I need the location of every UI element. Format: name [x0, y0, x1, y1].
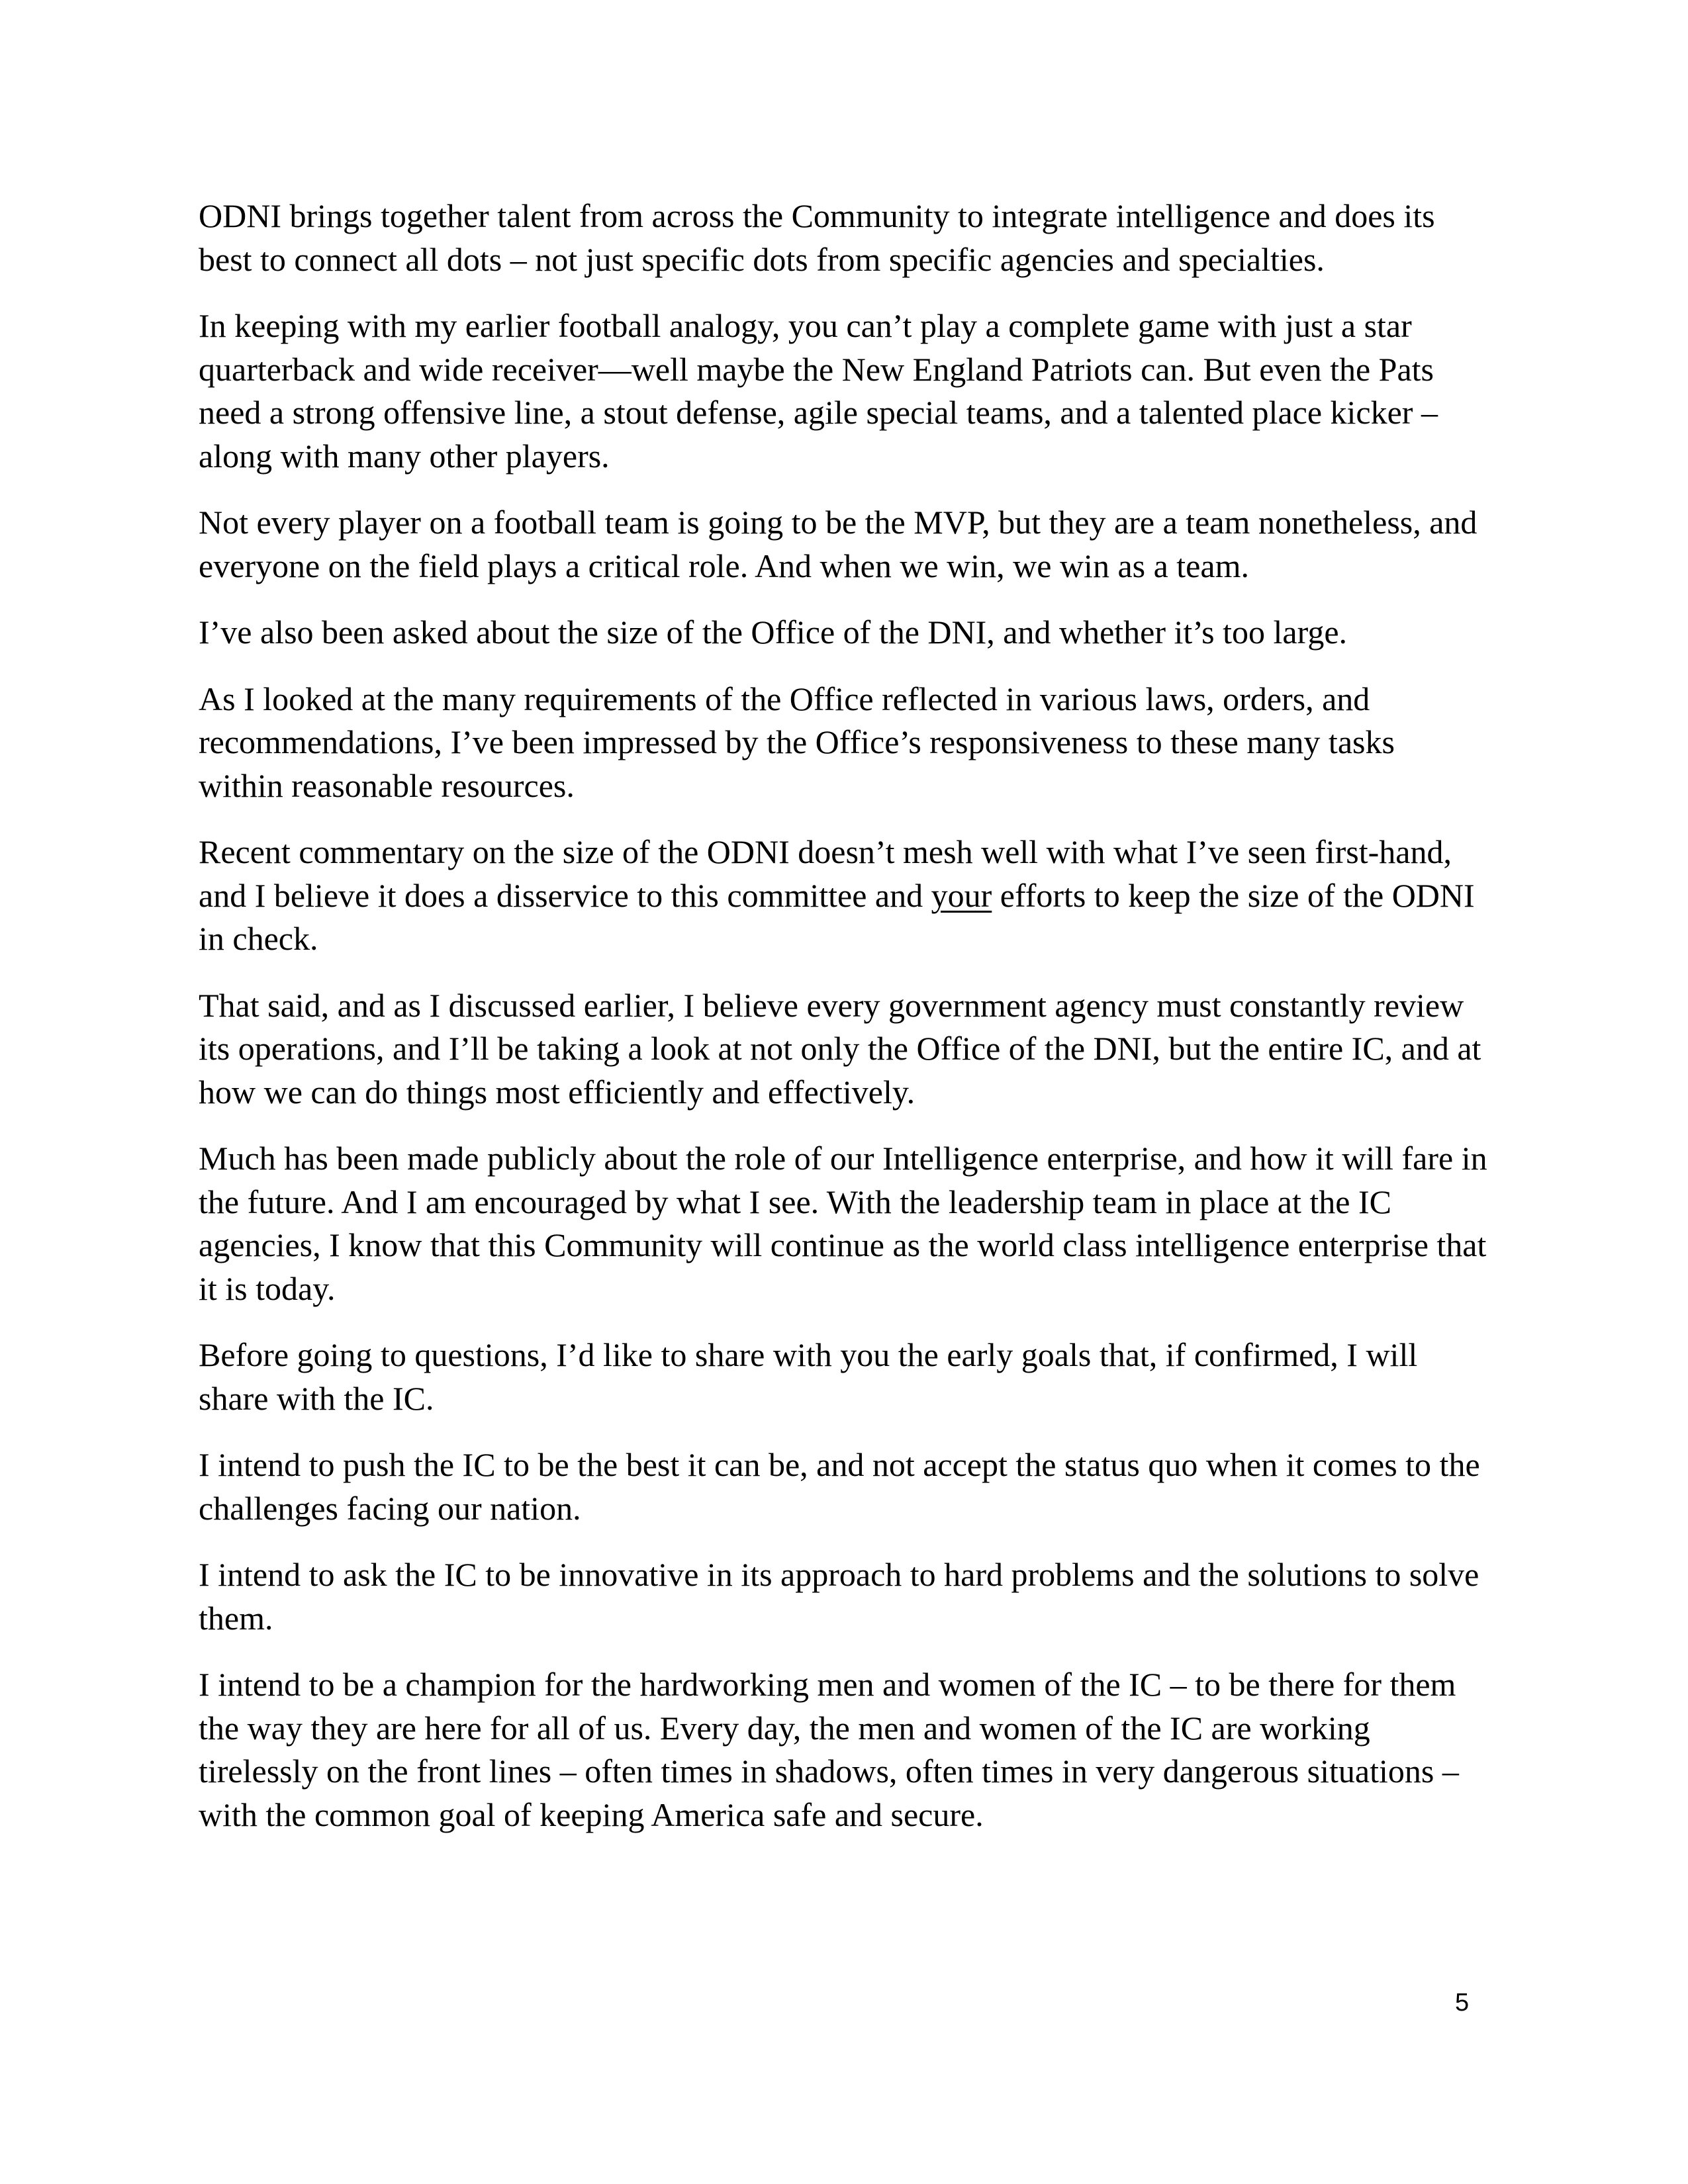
- text-line: the way they are here for all of us. Every day, the men and women of the IC are working: [199, 1709, 1370, 1747]
- text-line: it is today.: [199, 1269, 336, 1307]
- text-line: its operations, and I’ll be taking a look at not only the Office of the DNI, but the entire IC, and at: [199, 1030, 1481, 1067]
- text-line: [199, 874, 1483, 918]
- text-line: share with the IC.: [199, 1379, 434, 1417]
- page-number: 5: [1455, 1989, 1470, 2017]
- text-line: Much has been made publicly about the role of our Intelligence enterprise, and how it will fare in: [199, 1140, 1487, 1177]
- paragraph-7: [199, 984, 1483, 1115]
- text-line: I’ve also been asked about the size of the Office of the DNI, and whether it’s too large.: [199, 614, 1348, 651]
- text-line: everyone on the field plays a critical role. And when we win, we win as a team.: [199, 547, 1249, 584]
- text-segment: and I believe it does a disservice to this committee and: [199, 876, 931, 914]
- text-line: along with many other players.: [199, 437, 610, 475]
- text-line: ODNI brings together talent from across the Community to integrate intelligence and does its: [199, 197, 1435, 234]
- underlined-word: your: [931, 876, 992, 914]
- paragraph-10: [199, 1443, 1483, 1530]
- text-line: Recent commentary on the size of the ODNI doesn’t mesh well with what I’ve seen first-hand,: [199, 833, 1452, 870]
- paragraph-6: [199, 831, 1483, 961]
- document-body: [199, 195, 1487, 1860]
- text-line: As I looked at the many requirements of the Office reflected in various laws, orders, and: [199, 680, 1370, 717]
- text-line: need a strong offensive line, a stout defense, agile special teams, and a talented place kicker –: [199, 394, 1438, 431]
- text-line: best to connect all dots – not just specific dots from specific agencies and specialties.: [199, 240, 1325, 278]
- paragraph-12: [199, 1663, 1483, 1837]
- text-line: quarterback and wide receiver—well maybe the New England Patriots can. But even the Pats: [199, 350, 1434, 388]
- text-line: in check.: [199, 920, 318, 957]
- text-line: agencies, I know that this Community will continue as the world class intelligence enterprise that: [199, 1226, 1487, 1263]
- paragraph-8: [199, 1137, 1487, 1310]
- paragraph-4: [199, 611, 1483, 655]
- paragraph-5: [199, 678, 1483, 808]
- text-line: the future. And I am encouraged by what I see. With the leadership team in place at the IC: [199, 1183, 1391, 1220]
- text-line: with the common goal of keeping America safe and secure.: [199, 1796, 984, 1833]
- text-line: I intend to be a champion for the hardworking men and women of the IC – to be there for them: [199, 1666, 1456, 1703]
- paragraph-3: [199, 501, 1483, 588]
- text-line: Not every player on a football team is going to be the MVP, but they are a team nonetheless, and: [199, 504, 1477, 541]
- text-line: how we can do things most efficiently and effectively.: [199, 1073, 915, 1111]
- text-line: them.: [199, 1599, 273, 1637]
- text-line: Before going to questions, I’d like to share with you the early goals that, if confirmed, I will: [199, 1336, 1418, 1373]
- paragraph-9: [199, 1334, 1483, 1420]
- text-line: within reasonable resources.: [199, 766, 575, 804]
- text-line: In keeping with my earlier football analogy, you can’t play a complete game with just a star: [199, 307, 1412, 344]
- paragraph-2: [199, 304, 1483, 478]
- text-line: That said, and as I discussed earlier, I believe every government agency must constantly review: [199, 986, 1464, 1024]
- text-line: recommendations, I’ve been impressed by the Office’s responsiveness to these many tasks: [199, 723, 1395, 760]
- paragraph-11: [199, 1553, 1483, 1640]
- text-line: challenges facing our nation.: [199, 1489, 581, 1527]
- paragraph-1: [199, 195, 1483, 281]
- text-line: I intend to ask the IC to be innovative in its approach to hard problems and the solutions to solve: [199, 1556, 1479, 1593]
- text-line: tirelessly on the front lines – often times in shadows, often times in very dangerous situations –: [199, 1752, 1459, 1790]
- text-line: I intend to push the IC to be the best it can be, and not accept the status quo when it comes to the: [199, 1446, 1480, 1483]
- text-segment: efforts to keep the size of the ODNI: [992, 876, 1475, 914]
